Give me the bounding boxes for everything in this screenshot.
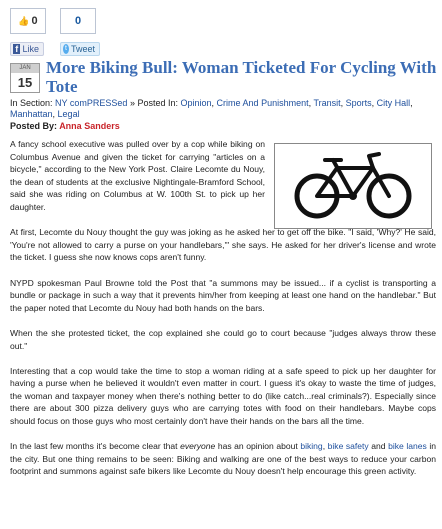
article-body <box>10 138 436 491</box>
facebook-count-value: 0 <box>31 15 38 27</box>
paragraph-6-text-c: , <box>322 441 328 452</box>
posted-in-prefix: » Posted In: <box>129 98 178 108</box>
tweet-count-value: 0 <box>74 15 82 27</box>
facebook-like-button[interactable] <box>10 42 44 56</box>
article-meta: In Section: NY comPRESSed » Posted In: Opinion, Crime And Punishment, Transit, Sports, City Hall, Manhattan, Legal <box>10 98 413 119</box>
tweet-count <box>60 8 96 34</box>
section-prefix: In Section: <box>10 98 53 108</box>
paragraph-6 <box>10 440 436 478</box>
link-bike-lanes[interactable]: bike lanes <box>388 441 427 452</box>
date-calendar-icon <box>10 63 40 93</box>
category-link-sports[interactable]: Sports <box>345 98 372 108</box>
tweet-label: Tweet <box>70 44 95 54</box>
category-link-opinion[interactable]: Opinion <box>180 98 212 108</box>
author-name: Anna Sanders <box>59 121 120 131</box>
category-link-transit[interactable]: Transit <box>313 98 341 108</box>
category-link-manhattan[interactable]: Manhattan <box>10 109 53 119</box>
paragraph-6-text-b: has an opinion about <box>215 441 301 452</box>
paragraph-2: At first, Lecomte du Nouy thought the guy was joking as he asked her to get off the bike. "I said, 'Why?' He said, 'You're not allowed to carry a purse on your handlebars,'" she says. He asked for her driver's license and wrote the ticket. I guess she now knows cops aren't funny. <box>10 227 436 263</box>
facebook-like-label: Like <box>22 44 39 54</box>
paragraph-3: NYPD spokesman Paul Browne told the Post that "a summons may be issued... if a cyclist is transporting a bundle or package in such a way that it prevents him/her from keeping at least one hand on the handlebar." But the paper noted that Lecomte du Nouy had both hands on the bars. <box>10 277 436 313</box>
link-bike-safety[interactable]: bike safety <box>327 441 369 452</box>
facebook-like-count <box>10 8 46 34</box>
share-widgets <box>10 8 130 52</box>
paragraph-6-text-d: and <box>368 441 389 452</box>
facebook-icon: f <box>13 44 20 54</box>
date-day: 15 <box>17 75 33 90</box>
paragraph-6-text-a: In the last few months it's become clear that <box>10 441 181 452</box>
paragraph-5: Interesting that a cop would take the time to stop a woman riding at a safe speed to pick up her daughter for having a purse when he believed it wouldn't even matter in court. I guess it's okay to waste the time of judges, the woman and taxpayer money when there's nothing better to do (like catch...real criminals?). Especially since there are about 300 pizza delivery guys who are carrying totes with food on their handlebars. Maybe cops should focus on those guys who most certainly don't have their hands on the bars all the time. <box>10 365 436 427</box>
byline <box>10 121 120 131</box>
article-title[interactable]: More Biking Bull: Woman Ticketed For Cycling With Tote <box>46 58 437 96</box>
category-link-crime[interactable]: Crime And Punishment <box>216 98 309 108</box>
tweet-button[interactable] <box>60 42 100 56</box>
category-link-legal[interactable]: Legal <box>57 109 80 119</box>
thumbs-up-icon: 👍 <box>18 15 30 26</box>
paragraph-4: When the she protested ticket, the cop explained she could go to court because "judges always throw these out." <box>10 327 436 351</box>
section-link[interactable]: NY comPRESSed <box>55 98 128 108</box>
posted-by-label: Posted By: <box>10 121 58 131</box>
category-link-city-hall[interactable]: City Hall <box>376 98 411 108</box>
link-biking[interactable]: biking <box>300 441 323 452</box>
paragraph-6-text-e: in the city. But one thing remains to be seen: Biking and walking are one of the best ways to reduce your carbon footprint and summons against safe bikers like Lecomte du Nouy doesn't help encourage this green activity. <box>10 441 436 477</box>
paragraph-6-emphasis: everyone <box>180 441 216 452</box>
date-month: JAN <box>11 64 39 73</box>
paragraph-1: A fancy school executive was pulled over by a cop while biking on Columbus Avenue and given the ticket for carrying "articles on a bicycle," according to the New York Post. Claire Lecomte du Nouy, the dean of students at the exclusive Nightingale-Bramford School, said she was riding on Columbus at W. 100th St. to pick up her daughter. <box>10 139 265 212</box>
twitter-icon: t <box>63 44 69 54</box>
